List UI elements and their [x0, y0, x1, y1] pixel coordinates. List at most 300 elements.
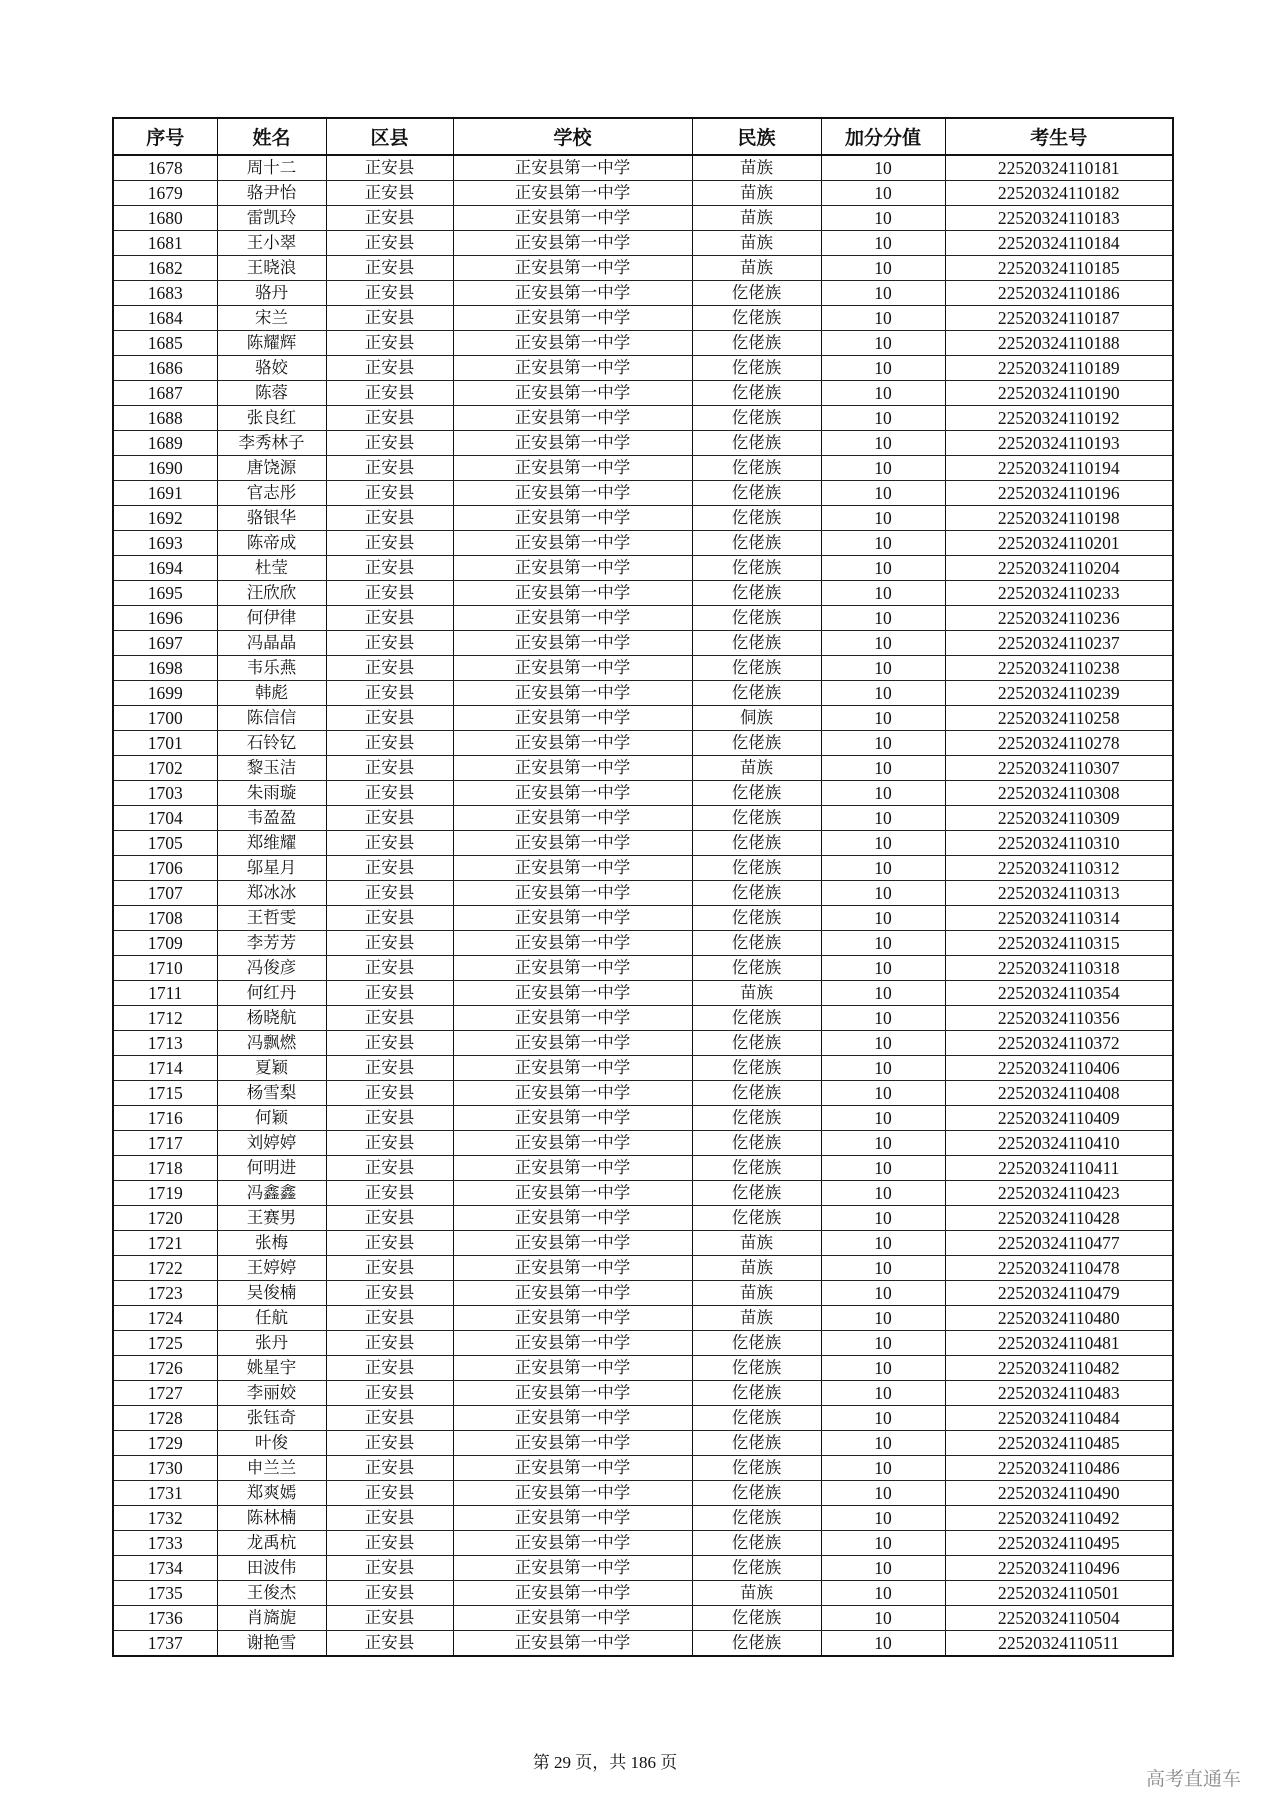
cell-county: 正安县 [326, 1231, 453, 1256]
table-row [113, 1331, 1173, 1356]
cell-ethnicity: 仡佬族 [692, 381, 821, 406]
table-row [113, 631, 1173, 656]
cell-school: 正安县第一中学 [453, 431, 692, 456]
cell-exam-id: 22520324110309 [945, 806, 1173, 831]
table-row [113, 1031, 1173, 1056]
cell-bonus: 10 [821, 1281, 945, 1306]
cell-bonus: 10 [821, 706, 945, 731]
cell-exam-id: 22520324110278 [945, 731, 1173, 756]
table-header [113, 118, 1173, 155]
cell-bonus: 10 [821, 556, 945, 581]
cell-bonus: 10 [821, 155, 945, 181]
cell-name: 王婷婷 [217, 1256, 326, 1281]
cell-bonus: 10 [821, 306, 945, 331]
cell-bonus: 10 [821, 656, 945, 681]
table-row [113, 506, 1173, 531]
cell-seq: 1714 [113, 1056, 217, 1081]
cell-school: 正安县第一中学 [453, 456, 692, 481]
cell-school: 正安县第一中学 [453, 1206, 692, 1231]
cell-ethnicity: 仡佬族 [692, 781, 821, 806]
cell-seq: 1709 [113, 931, 217, 956]
cell-seq: 1710 [113, 956, 217, 981]
cell-seq: 1718 [113, 1156, 217, 1181]
table-row [113, 831, 1173, 856]
cell-county: 正安县 [326, 906, 453, 931]
cell-ethnicity: 仡佬族 [692, 1131, 821, 1156]
cell-seq: 1682 [113, 256, 217, 281]
cell-ethnicity: 苗族 [692, 1306, 821, 1331]
cell-name: 冯飘燃 [217, 1031, 326, 1056]
cell-county: 正安县 [326, 1281, 453, 1306]
table-row [113, 1556, 1173, 1581]
cell-seq: 1700 [113, 706, 217, 731]
cell-exam-id: 22520324110188 [945, 331, 1173, 356]
cell-ethnicity: 苗族 [692, 181, 821, 206]
cell-name: 何明进 [217, 1156, 326, 1181]
cell-school: 正安县第一中学 [453, 831, 692, 856]
cell-exam-id: 22520324110315 [945, 931, 1173, 956]
cell-county: 正安县 [326, 206, 453, 231]
cell-name: 陈耀辉 [217, 331, 326, 356]
cell-bonus: 10 [821, 1606, 945, 1631]
table-row [113, 281, 1173, 306]
cell-exam-id: 22520324110313 [945, 881, 1173, 906]
cell-bonus: 10 [821, 1181, 945, 1206]
cell-county: 正安县 [326, 506, 453, 531]
cell-seq: 1685 [113, 331, 217, 356]
cell-county: 正安县 [326, 155, 453, 181]
cell-school: 正安县第一中学 [453, 531, 692, 556]
table-row [113, 1206, 1173, 1231]
cell-bonus: 10 [821, 1381, 945, 1406]
cell-bonus: 10 [821, 1131, 945, 1156]
cell-county: 正安县 [326, 606, 453, 631]
student-bonus-table [112, 117, 1174, 1657]
table-body [113, 155, 1173, 1656]
cell-school: 正安县第一中学 [453, 1306, 692, 1331]
cell-seq: 1694 [113, 556, 217, 581]
cell-county: 正安县 [326, 556, 453, 581]
cell-bonus: 10 [821, 681, 945, 706]
cell-county: 正安县 [326, 1631, 453, 1657]
cell-county: 正安县 [326, 1506, 453, 1531]
cell-exam-id: 22520324110486 [945, 1456, 1173, 1481]
cell-school: 正安县第一中学 [453, 181, 692, 206]
cell-name: 杜莹 [217, 556, 326, 581]
cell-bonus: 10 [821, 1081, 945, 1106]
cell-exam-id: 22520324110190 [945, 381, 1173, 406]
cell-school: 正安县第一中学 [453, 1181, 692, 1206]
cell-school: 正安县第一中学 [453, 631, 692, 656]
cell-seq: 1703 [113, 781, 217, 806]
cell-seq: 1707 [113, 881, 217, 906]
cell-seq: 1683 [113, 281, 217, 306]
cell-school: 正安县第一中学 [453, 1456, 692, 1481]
cell-school: 正安县第一中学 [453, 681, 692, 706]
table-row [113, 781, 1173, 806]
cell-name: 王哲雯 [217, 906, 326, 931]
cell-school: 正安县第一中学 [453, 1256, 692, 1281]
cell-name: 冯鑫鑫 [217, 1181, 326, 1206]
cell-bonus: 10 [821, 1581, 945, 1606]
cell-school: 正安县第一中学 [453, 731, 692, 756]
cell-name: 骆银华 [217, 506, 326, 531]
cell-exam-id: 22520324110480 [945, 1306, 1173, 1331]
cell-seq: 1693 [113, 531, 217, 556]
cell-school: 正安县第一中学 [453, 906, 692, 931]
cell-exam-id: 22520324110258 [945, 706, 1173, 731]
cell-exam-id: 22520324110310 [945, 831, 1173, 856]
cell-name: 雷凯玲 [217, 206, 326, 231]
table-row [113, 806, 1173, 831]
cell-exam-id: 22520324110423 [945, 1181, 1173, 1206]
cell-bonus: 10 [821, 456, 945, 481]
table-row [113, 231, 1173, 256]
cell-ethnicity: 仡佬族 [692, 1481, 821, 1506]
cell-name: 郑冰冰 [217, 881, 326, 906]
cell-school: 正安县第一中学 [453, 1231, 692, 1256]
cell-name: 冯晶晶 [217, 631, 326, 656]
cell-name: 吴俊楠 [217, 1281, 326, 1306]
cell-school: 正安县第一中学 [453, 1531, 692, 1556]
cell-county: 正安县 [326, 1106, 453, 1131]
cell-bonus: 10 [821, 1306, 945, 1331]
cell-county: 正安县 [326, 356, 453, 381]
cell-name: 刘婷婷 [217, 1131, 326, 1156]
cell-school: 正安县第一中学 [453, 706, 692, 731]
cell-ethnicity: 仡佬族 [692, 1631, 821, 1657]
cell-bonus: 10 [821, 381, 945, 406]
table-row [113, 406, 1173, 431]
cell-exam-id: 22520324110481 [945, 1331, 1173, 1356]
table-row [113, 1606, 1173, 1631]
cell-county: 正安县 [326, 831, 453, 856]
cell-seq: 1720 [113, 1206, 217, 1231]
cell-school: 正安县第一中学 [453, 581, 692, 606]
column-header-seq: 序号 [113, 118, 217, 155]
cell-ethnicity: 仡佬族 [692, 1156, 821, 1181]
cell-name: 何红丹 [217, 981, 326, 1006]
cell-ethnicity: 仡佬族 [692, 1356, 821, 1381]
cell-county: 正安县 [326, 781, 453, 806]
cell-county: 正安县 [326, 656, 453, 681]
cell-exam-id: 22520324110410 [945, 1131, 1173, 1156]
cell-ethnicity: 仡佬族 [692, 856, 821, 881]
cell-exam-id: 22520324110201 [945, 531, 1173, 556]
cell-seq: 1716 [113, 1106, 217, 1131]
column-header-exam-id: 考生号 [945, 118, 1173, 155]
cell-ethnicity: 仡佬族 [692, 531, 821, 556]
cell-bonus: 10 [821, 756, 945, 781]
cell-bonus: 10 [821, 1231, 945, 1256]
cell-bonus: 10 [821, 956, 945, 981]
cell-school: 正安县第一中学 [453, 931, 692, 956]
cell-ethnicity: 仡佬族 [692, 431, 821, 456]
cell-exam-id: 22520324110484 [945, 1406, 1173, 1431]
cell-ethnicity: 仡佬族 [692, 1431, 821, 1456]
table-row [113, 1506, 1173, 1531]
cell-exam-id: 22520324110492 [945, 1506, 1173, 1531]
cell-county: 正安县 [326, 256, 453, 281]
cell-exam-id: 22520324110236 [945, 606, 1173, 631]
cell-school: 正安县第一中学 [453, 1381, 692, 1406]
cell-seq: 1737 [113, 1631, 217, 1657]
cell-bonus: 10 [821, 531, 945, 556]
cell-name: 李秀林子 [217, 431, 326, 456]
cell-seq: 1680 [113, 206, 217, 231]
cell-exam-id: 22520324110192 [945, 406, 1173, 431]
cell-ethnicity: 仡佬族 [692, 1206, 821, 1231]
cell-exam-id: 22520324110312 [945, 856, 1173, 881]
table-row [113, 1131, 1173, 1156]
cell-county: 正安县 [326, 981, 453, 1006]
table-row [113, 881, 1173, 906]
cell-name: 韦乐燕 [217, 656, 326, 681]
cell-county: 正安县 [326, 1006, 453, 1031]
cell-county: 正安县 [326, 331, 453, 356]
cell-bonus: 10 [821, 231, 945, 256]
column-header-school: 学校 [453, 118, 692, 155]
cell-bonus: 10 [821, 1531, 945, 1556]
cell-name: 郑维耀 [217, 831, 326, 856]
cell-bonus: 10 [821, 581, 945, 606]
table-row [113, 206, 1173, 231]
cell-ethnicity: 仡佬族 [692, 331, 821, 356]
cell-ethnicity: 仡佬族 [692, 956, 821, 981]
cell-name: 何伊律 [217, 606, 326, 631]
cell-ethnicity: 仡佬族 [692, 731, 821, 756]
table-row [113, 1231, 1173, 1256]
cell-seq: 1717 [113, 1131, 217, 1156]
table-row [113, 1431, 1173, 1456]
cell-name: 张丹 [217, 1331, 326, 1356]
cell-county: 正安县 [326, 756, 453, 781]
cell-name: 韩彪 [217, 681, 326, 706]
cell-ethnicity: 仡佬族 [692, 906, 821, 931]
cell-seq: 1692 [113, 506, 217, 531]
cell-bonus: 10 [821, 1031, 945, 1056]
cell-exam-id: 22520324110314 [945, 906, 1173, 931]
cell-school: 正安县第一中学 [453, 1631, 692, 1657]
cell-seq: 1736 [113, 1606, 217, 1631]
cell-name: 肖旖旎 [217, 1606, 326, 1631]
cell-name: 冯俊彦 [217, 956, 326, 981]
cell-bonus: 10 [821, 406, 945, 431]
cell-bonus: 10 [821, 881, 945, 906]
cell-exam-id: 22520324110411 [945, 1156, 1173, 1181]
table-row [113, 731, 1173, 756]
cell-school: 正安县第一中学 [453, 331, 692, 356]
cell-county: 正安县 [326, 681, 453, 706]
cell-name: 骆姣 [217, 356, 326, 381]
watermark: 高考直通车 [1146, 1768, 1242, 1790]
cell-exam-id: 22520324110237 [945, 631, 1173, 656]
cell-ethnicity: 仡佬族 [692, 1106, 821, 1131]
cell-name: 杨雪梨 [217, 1081, 326, 1106]
cell-school: 正安县第一中学 [453, 155, 692, 181]
cell-school: 正安县第一中学 [453, 1506, 692, 1531]
cell-school: 正安县第一中学 [453, 1431, 692, 1456]
table-row [113, 906, 1173, 931]
cell-seq: 1713 [113, 1031, 217, 1056]
table-row [113, 1156, 1173, 1181]
cell-seq: 1732 [113, 1506, 217, 1531]
cell-name: 骆尹怡 [217, 181, 326, 206]
cell-seq: 1724 [113, 1306, 217, 1331]
cell-school: 正安县第一中学 [453, 606, 692, 631]
cell-name: 任航 [217, 1306, 326, 1331]
cell-name: 邬星月 [217, 856, 326, 881]
table-row [113, 1481, 1173, 1506]
cell-seq: 1686 [113, 356, 217, 381]
cell-school: 正安县第一中学 [453, 981, 692, 1006]
table-row [113, 306, 1173, 331]
cell-bonus: 10 [821, 1556, 945, 1581]
table-row [113, 1081, 1173, 1106]
cell-ethnicity: 仡佬族 [692, 1056, 821, 1081]
cell-exam-id: 22520324110194 [945, 456, 1173, 481]
cell-school: 正安县第一中学 [453, 1556, 692, 1581]
cell-name: 田波伟 [217, 1556, 326, 1581]
cell-bonus: 10 [821, 356, 945, 381]
cell-county: 正安县 [326, 406, 453, 431]
cell-seq: 1706 [113, 856, 217, 881]
table-row [113, 1356, 1173, 1381]
cell-ethnicity: 苗族 [692, 1231, 821, 1256]
cell-school: 正安县第一中学 [453, 656, 692, 681]
cell-seq: 1691 [113, 481, 217, 506]
cell-county: 正安县 [326, 481, 453, 506]
cell-name: 王晓浪 [217, 256, 326, 281]
cell-name: 张梅 [217, 1231, 326, 1256]
cell-seq: 1734 [113, 1556, 217, 1581]
cell-name: 李芳芳 [217, 931, 326, 956]
cell-ethnicity: 苗族 [692, 1256, 821, 1281]
table-row [113, 581, 1173, 606]
cell-exam-id: 22520324110356 [945, 1006, 1173, 1031]
cell-school: 正安县第一中学 [453, 406, 692, 431]
cell-exam-id: 22520324110239 [945, 681, 1173, 706]
cell-bonus: 10 [821, 331, 945, 356]
cell-seq: 1711 [113, 981, 217, 1006]
cell-county: 正安县 [326, 1081, 453, 1106]
cell-name: 张良红 [217, 406, 326, 431]
cell-name: 王赛男 [217, 1206, 326, 1231]
cell-bonus: 10 [821, 831, 945, 856]
cell-county: 正安县 [326, 1031, 453, 1056]
cell-exam-id: 22520324110477 [945, 1231, 1173, 1256]
table-row [113, 1106, 1173, 1131]
cell-bonus: 10 [821, 981, 945, 1006]
table-row [113, 756, 1173, 781]
cell-ethnicity: 仡佬族 [692, 1331, 821, 1356]
cell-school: 正安县第一中学 [453, 856, 692, 881]
cell-exam-id: 22520324110182 [945, 181, 1173, 206]
cell-seq: 1684 [113, 306, 217, 331]
cell-bonus: 10 [821, 1256, 945, 1281]
cell-school: 正安县第一中学 [453, 881, 692, 906]
table-row [113, 656, 1173, 681]
table-row [113, 981, 1173, 1006]
cell-name: 李丽姣 [217, 1381, 326, 1406]
cell-name: 姚星宇 [217, 1356, 326, 1381]
cell-seq: 1730 [113, 1456, 217, 1481]
cell-name: 汪欣欣 [217, 581, 326, 606]
cell-exam-id: 22520324110185 [945, 256, 1173, 281]
table-row [113, 556, 1173, 581]
cell-bonus: 10 [821, 256, 945, 281]
table-row [113, 456, 1173, 481]
cell-seq: 1735 [113, 1581, 217, 1606]
cell-exam-id: 22520324110354 [945, 981, 1173, 1006]
cell-bonus: 10 [821, 606, 945, 631]
cell-school: 正安县第一中学 [453, 1006, 692, 1031]
cell-county: 正安县 [326, 1256, 453, 1281]
cell-county: 正安县 [326, 381, 453, 406]
column-header-bonus: 加分分值 [821, 118, 945, 155]
cell-ethnicity: 仡佬族 [692, 556, 821, 581]
table-row [113, 1531, 1173, 1556]
cell-county: 正安县 [326, 706, 453, 731]
cell-ethnicity: 仡佬族 [692, 506, 821, 531]
cell-exam-id: 22520324110408 [945, 1081, 1173, 1106]
cell-county: 正安县 [326, 456, 453, 481]
cell-ethnicity: 仡佬族 [692, 656, 821, 681]
cell-seq: 1690 [113, 456, 217, 481]
cell-ethnicity: 仡佬族 [692, 606, 821, 631]
cell-school: 正安县第一中学 [453, 1081, 692, 1106]
cell-seq: 1689 [113, 431, 217, 456]
cell-county: 正安县 [326, 931, 453, 956]
cell-ethnicity: 苗族 [692, 1581, 821, 1606]
cell-seq: 1698 [113, 656, 217, 681]
cell-county: 正安县 [326, 1331, 453, 1356]
cell-seq: 1723 [113, 1281, 217, 1306]
cell-name: 石铃钇 [217, 731, 326, 756]
cell-bonus: 10 [821, 506, 945, 531]
cell-bonus: 10 [821, 731, 945, 756]
cell-seq: 1702 [113, 756, 217, 781]
cell-name: 陈帝成 [217, 531, 326, 556]
cell-seq: 1688 [113, 406, 217, 431]
cell-exam-id: 22520324110501 [945, 1581, 1173, 1606]
column-header-ethnicity: 民族 [692, 118, 821, 155]
cell-ethnicity: 仡佬族 [692, 1456, 821, 1481]
cell-name: 唐饶源 [217, 456, 326, 481]
cell-bonus: 10 [821, 1156, 945, 1181]
cell-exam-id: 22520324110186 [945, 281, 1173, 306]
cell-school: 正安县第一中学 [453, 281, 692, 306]
table-row [113, 1406, 1173, 1431]
cell-county: 正安县 [326, 881, 453, 906]
cell-seq: 1681 [113, 231, 217, 256]
cell-school: 正安县第一中学 [453, 1331, 692, 1356]
cell-name: 陈蓉 [217, 381, 326, 406]
cell-exam-id: 22520324110511 [945, 1631, 1173, 1657]
cell-exam-id: 22520324110193 [945, 431, 1173, 456]
cell-bonus: 10 [821, 1631, 945, 1657]
cell-exam-id: 22520324110428 [945, 1206, 1173, 1231]
cell-school: 正安县第一中学 [453, 806, 692, 831]
cell-school: 正安县第一中学 [453, 556, 692, 581]
cell-ethnicity: 仡佬族 [692, 456, 821, 481]
cell-school: 正安县第一中学 [453, 1156, 692, 1181]
table-row [113, 956, 1173, 981]
cell-bonus: 10 [821, 281, 945, 306]
cell-seq: 1715 [113, 1081, 217, 1106]
cell-county: 正安县 [326, 1531, 453, 1556]
cell-county: 正安县 [326, 1381, 453, 1406]
